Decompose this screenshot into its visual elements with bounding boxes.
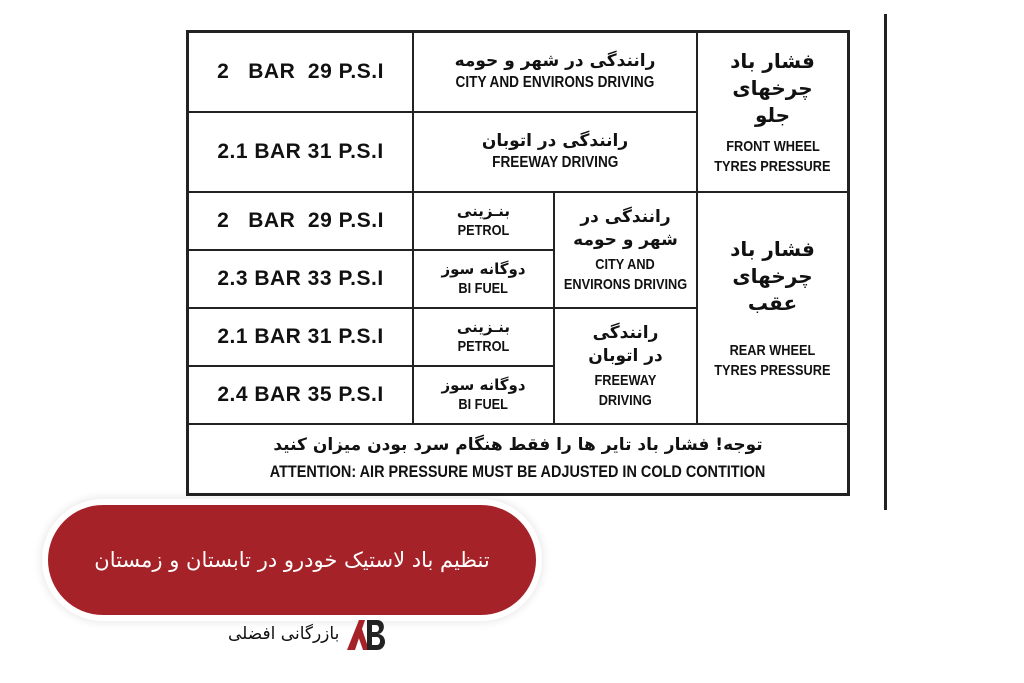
rear-freeway-label-en-1: FREEWAY: [594, 372, 657, 390]
rear-wheel-label-en-2: TYRES PRESSURE: [714, 361, 831, 379]
rear-value-2: 2.3 BAR 33 P.S.I: [217, 267, 384, 290]
rear-fuel-cell-2: [413, 250, 554, 308]
tyre-pressure-table: [186, 30, 850, 496]
rear-fuel-fa-1: بنـزینی: [456, 202, 511, 221]
ab-logo-icon: [345, 616, 389, 652]
rear-fuel-cell-4: [413, 366, 554, 424]
front-wheel-label-fa: فشار باد چرخهای جلو: [730, 49, 815, 127]
rear-fuel-fa-2: دوگانه سوز: [441, 260, 526, 279]
rear-fuel-en-3: PETROL: [457, 338, 510, 356]
rear-fuel-fa-4: دوگانه سوز: [441, 376, 526, 395]
front-city-label-fa: رانندگی در شهر و حومه: [454, 51, 656, 72]
rear-value-4: 2.4 BAR 35 P.S.I: [217, 383, 384, 406]
rear-value-3: 2.1 BAR 31 P.S.I: [217, 325, 384, 348]
front-freeway-value: 2.1 BAR 31 P.S.I: [217, 140, 384, 163]
rear-fuel-en-2: BI FUEL: [458, 280, 509, 298]
front-city-label-en: CITY AND ENVIRONS DRIVING: [455, 74, 655, 92]
rear-city-label-en-2: ENVIRONS DRIVING: [563, 275, 688, 293]
front-city-value: 2 BAR 29 P.S.I: [217, 60, 384, 83]
front-city-label-cell: [413, 32, 697, 112]
rear-fuel-cell-3: [413, 308, 554, 366]
attention-text-en: ATTENTION: AIR PRESSURE MUST BE ADJUSTED IN COLD CONTITION: [270, 462, 766, 482]
rear-wheel-label-fa: فشار باد چرخهای عقب: [730, 237, 815, 315]
rear-wheel-label-en-1: REAR WHEEL: [729, 342, 816, 359]
rear-freeway-label-cell: [554, 308, 697, 424]
rear-freeway-label-en-2: DRIVING: [598, 391, 653, 409]
vertical-divider-line: [884, 14, 887, 510]
rear-city-label-cell: [554, 192, 697, 308]
rear-wheel-label-cell: [697, 192, 848, 424]
rear-fuel-en-4: BI FUEL: [458, 396, 509, 414]
brand-name: بازرگانی افضلی: [228, 624, 340, 644]
front-freeway-label-cell: [413, 112, 697, 192]
front-freeway-value-cell: [188, 112, 413, 192]
rear-fuel-en-1: PETROL: [457, 222, 510, 240]
rear-value-cell-4: [188, 366, 413, 424]
rear-freeway-label-fa: رانندگی در اتوبان: [588, 322, 663, 366]
rear-city-label-en-1: CITY AND: [595, 256, 656, 274]
title-banner-text: تنظیم باد لاستیک خودرو در تابستان و زمستان: [94, 548, 490, 572]
rear-fuel-fa-3: بنـزینی: [456, 318, 511, 337]
front-freeway-label-en: FREEWAY DRIVING: [491, 154, 619, 172]
brand-logo: [228, 616, 389, 652]
attention-cell: [188, 424, 848, 494]
rear-fuel-cell-1: [413, 192, 554, 250]
title-banner: [48, 505, 536, 615]
rear-value-cell-1: [188, 192, 413, 250]
front-freeway-label-fa: رانندگی در اتوبان: [481, 131, 629, 152]
front-wheel-label-en-1: FRONT WHEEL: [725, 138, 820, 155]
front-wheel-label-en-2: TYRES PRESSURE: [714, 157, 831, 175]
rear-value-cell-3: [188, 308, 413, 366]
rear-city-label-fa: رانندگی در شهر و حومه: [573, 206, 678, 250]
rear-value-cell-2: [188, 250, 413, 308]
rear-value-1: 2 BAR 29 P.S.I: [217, 209, 384, 232]
front-wheel-label-cell: [697, 32, 848, 192]
front-city-value-cell: [188, 32, 413, 112]
attention-text-fa: توجه! فشار باد تایر ها را فقط هنگام سرد بودن میزان کنید: [273, 435, 763, 456]
